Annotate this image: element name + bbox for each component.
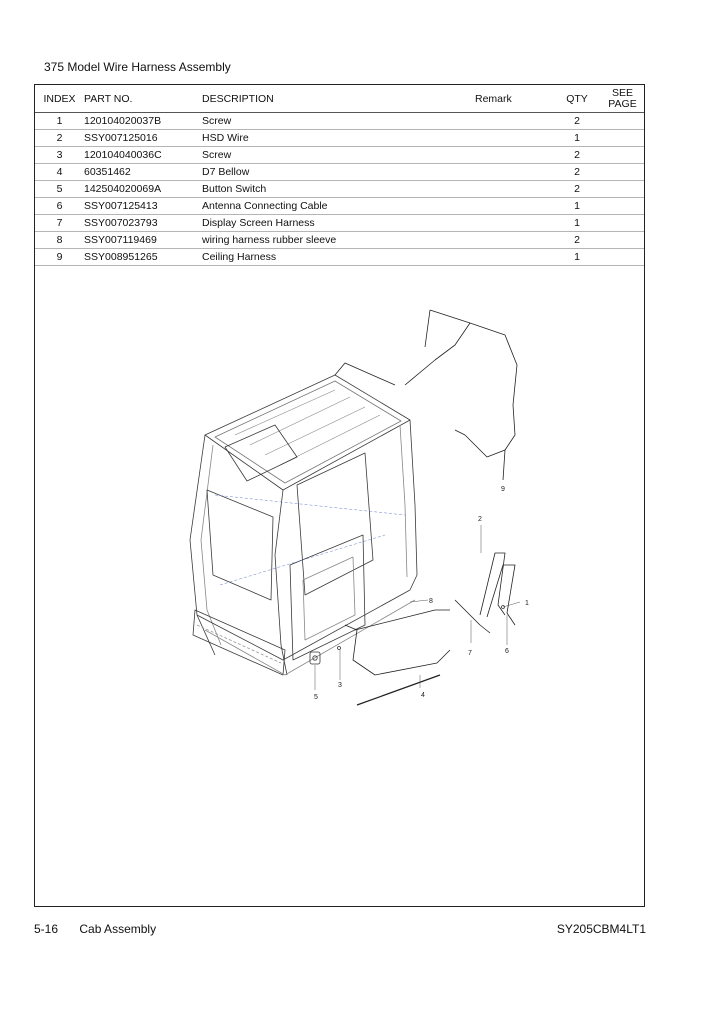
cell-qty: 1 xyxy=(553,198,601,215)
cell-index: 1 xyxy=(35,113,84,130)
cell-part-no: 60351462 xyxy=(84,164,202,181)
cell-index: 8 xyxy=(35,232,84,249)
cell-qty: 2 xyxy=(553,232,601,249)
cell-index: 4 xyxy=(35,164,84,181)
cell-part-no: SSY007119469 xyxy=(84,232,202,249)
cell-qty: 1 xyxy=(553,215,601,232)
roof-window xyxy=(225,425,297,481)
cell-part-no: 120104020037B xyxy=(84,113,202,130)
cell-description: D7 Bellow xyxy=(202,164,475,181)
cab-harness-drawing xyxy=(35,85,646,908)
document-title: 375 Model Wire Harness Assembly xyxy=(44,60,231,74)
cell-index: 7 xyxy=(35,215,84,232)
cell-qty: 2 xyxy=(553,147,601,164)
cell-description: Screw xyxy=(202,113,475,130)
callout-6: 6 xyxy=(505,648,509,655)
cell-description: Ceiling Harness xyxy=(202,249,475,266)
cell-qty: 1 xyxy=(553,130,601,147)
hsd-wire-line xyxy=(480,553,505,615)
cell-index: 3 xyxy=(35,147,84,164)
footer-page-number: 5-16 xyxy=(34,922,59,936)
callout-4: 4 xyxy=(421,692,425,699)
side-window xyxy=(297,453,373,595)
header-see-line2: PAGE xyxy=(608,97,637,110)
callout-3: 3 xyxy=(338,682,342,689)
cell-index: 5 xyxy=(35,181,84,198)
cell-qty: 2 xyxy=(553,113,601,130)
callout-5: 5 xyxy=(314,694,318,701)
cell-part-no: SSY008951265 xyxy=(84,249,202,266)
cell-part-no: 142504020069A xyxy=(84,181,202,198)
header-see-line1: SEE xyxy=(611,86,633,99)
cell-description: Screw xyxy=(202,147,475,164)
cell-index: 2 xyxy=(35,130,84,147)
drawing-callouts xyxy=(314,486,529,701)
cell-qty: 1 xyxy=(553,249,601,266)
ceiling-harness-line xyxy=(430,310,517,457)
cell-description: HSD Wire xyxy=(202,130,475,147)
cell-index: 6 xyxy=(35,198,84,215)
parts-frame xyxy=(34,84,645,907)
front-glass xyxy=(207,490,273,600)
header-description: DESCRIPTION xyxy=(202,85,475,113)
bellow-strip xyxy=(357,675,440,705)
header-index: INDEX xyxy=(35,85,84,113)
cell-part-no: 120104040036C xyxy=(84,147,202,164)
footer-section: Cab Assembly xyxy=(79,922,157,936)
rear-pillar xyxy=(410,420,417,590)
header-remark: Remark xyxy=(475,85,553,113)
cell-description: Antenna Connecting Cable xyxy=(202,198,475,215)
cell-description: wiring harness rubber sleeve xyxy=(202,232,475,249)
cell-part-no: SSY007023793 xyxy=(84,215,202,232)
footer-left xyxy=(34,922,174,936)
callout-1: 1 xyxy=(525,600,529,607)
cell-part-no: SSY007125413 xyxy=(84,198,202,215)
callout-8: 8 xyxy=(429,598,433,605)
cell-qty: 2 xyxy=(553,181,601,198)
cell-description: Display Screen Harness xyxy=(202,215,475,232)
footer-model-code: SY205CBM4LT1 xyxy=(556,922,646,936)
header-part-no: PART NO. xyxy=(84,85,202,113)
cell-index: 9 xyxy=(35,249,84,266)
cell-qty: 2 xyxy=(553,164,601,181)
front-pillar-right xyxy=(275,490,287,675)
side-door xyxy=(290,535,365,660)
callout-9: 9 xyxy=(501,486,505,493)
callout-2: 2 xyxy=(478,516,482,523)
cell-part-no: SSY007125016 xyxy=(84,130,202,147)
cell-description: Button Switch xyxy=(202,181,475,198)
header-qty: QTY xyxy=(553,85,601,113)
callout-7: 7 xyxy=(468,650,472,657)
